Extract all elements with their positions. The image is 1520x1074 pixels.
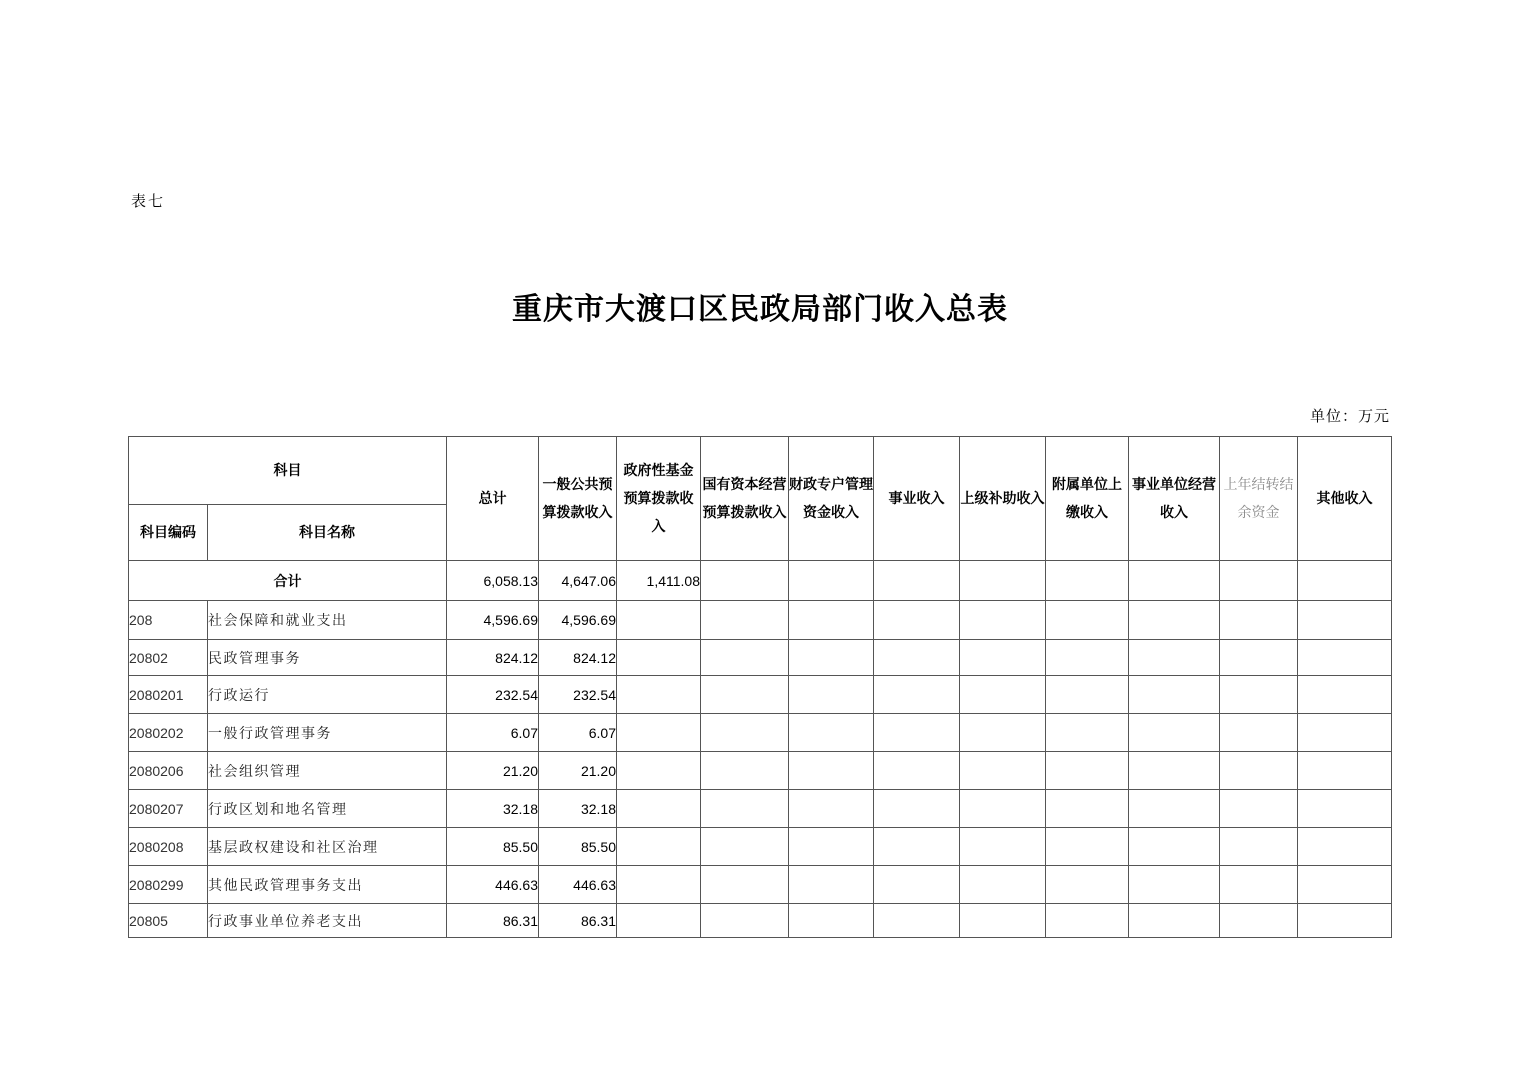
row-gov-fund bbox=[617, 866, 701, 904]
row-total: 446.63 bbox=[447, 866, 539, 904]
row-total: 32.18 bbox=[447, 790, 539, 828]
table-row bbox=[129, 640, 1392, 676]
row-special-fund bbox=[789, 714, 874, 752]
header-operating-income: 事业单位经营收入 bbox=[1129, 437, 1220, 561]
row-name: 基层政权建设和社区治理 bbox=[208, 828, 447, 866]
row-carryover bbox=[1220, 828, 1298, 866]
row-total: 232.54 bbox=[447, 676, 539, 714]
row-operating-income bbox=[1129, 790, 1220, 828]
row-operating-income bbox=[1129, 752, 1220, 790]
row-general-budget: 824.12 bbox=[539, 640, 617, 676]
row-other-income bbox=[1298, 828, 1392, 866]
row-operating-income bbox=[1129, 866, 1220, 904]
table-row bbox=[129, 866, 1392, 904]
table-number: 表七 bbox=[131, 192, 166, 210]
row-affiliated-payment bbox=[1046, 866, 1129, 904]
row-superior-subsidy bbox=[960, 601, 1046, 640]
table-row bbox=[129, 714, 1392, 752]
row-superior-subsidy bbox=[960, 828, 1046, 866]
unit-label: 单位：万元 bbox=[1309, 407, 1390, 425]
row-affiliated-payment bbox=[1046, 714, 1129, 752]
row-other-income bbox=[1298, 640, 1392, 676]
row-code: 2080208 bbox=[129, 828, 208, 866]
row-gov-fund bbox=[617, 828, 701, 866]
row-other-income bbox=[1298, 752, 1392, 790]
row-special-fund bbox=[789, 904, 874, 938]
header-general-budget: 一般公共预算拨款收入 bbox=[539, 437, 617, 561]
row-business-income bbox=[874, 676, 960, 714]
row-superior-subsidy bbox=[960, 752, 1046, 790]
row-special-fund bbox=[789, 752, 874, 790]
row-name: 行政运行 bbox=[208, 676, 447, 714]
row-name: 社会保障和就业支出 bbox=[208, 601, 447, 640]
total-affiliated-payment bbox=[1046, 561, 1129, 601]
row-special-fund bbox=[789, 866, 874, 904]
document-title: 重庆市大渡口区民政局部门收入总表 bbox=[512, 292, 1008, 327]
row-affiliated-payment bbox=[1046, 752, 1129, 790]
row-gov-fund bbox=[617, 752, 701, 790]
row-code: 2080207 bbox=[129, 790, 208, 828]
table-row bbox=[129, 828, 1392, 866]
row-code: 2080202 bbox=[129, 714, 208, 752]
total-state-capital bbox=[701, 561, 789, 601]
header-other-income: 其他收入 bbox=[1298, 437, 1392, 561]
row-general-budget: 232.54 bbox=[539, 676, 617, 714]
row-state-capital bbox=[701, 714, 789, 752]
row-gov-fund bbox=[617, 676, 701, 714]
row-name: 一般行政管理事务 bbox=[208, 714, 447, 752]
row-general-budget: 6.07 bbox=[539, 714, 617, 752]
row-code: 20802 bbox=[129, 640, 208, 676]
row-name: 行政事业单位养老支出 bbox=[208, 904, 447, 938]
row-affiliated-payment bbox=[1046, 904, 1129, 938]
row-state-capital bbox=[701, 904, 789, 938]
row-carryover bbox=[1220, 790, 1298, 828]
total-special-fund bbox=[789, 561, 874, 601]
table-row bbox=[129, 790, 1392, 828]
table-row bbox=[129, 752, 1392, 790]
header-code: 科目编码 bbox=[129, 505, 208, 561]
row-superior-subsidy bbox=[960, 714, 1046, 752]
total-carryover bbox=[1220, 561, 1298, 601]
row-carryover bbox=[1220, 752, 1298, 790]
row-gov-fund bbox=[617, 714, 701, 752]
row-total: 4,596.69 bbox=[447, 601, 539, 640]
row-affiliated-payment bbox=[1046, 828, 1129, 866]
row-gov-fund bbox=[617, 640, 701, 676]
row-total: 21.20 bbox=[447, 752, 539, 790]
row-total: 824.12 bbox=[447, 640, 539, 676]
row-affiliated-payment bbox=[1046, 790, 1129, 828]
row-other-income bbox=[1298, 866, 1392, 904]
table-row bbox=[129, 601, 1392, 640]
total-general-budget: 4,647.06 bbox=[539, 561, 617, 601]
row-name: 其他民政管理事务支出 bbox=[208, 866, 447, 904]
row-name: 民政管理事务 bbox=[208, 640, 447, 676]
total-gov-fund: 1,411.08 bbox=[617, 561, 701, 601]
row-other-income bbox=[1298, 601, 1392, 640]
row-business-income bbox=[874, 904, 960, 938]
row-carryover bbox=[1220, 866, 1298, 904]
row-superior-subsidy bbox=[960, 866, 1046, 904]
row-name: 社会组织管理 bbox=[208, 752, 447, 790]
row-state-capital bbox=[701, 676, 789, 714]
row-general-budget: 446.63 bbox=[539, 866, 617, 904]
row-special-fund bbox=[789, 828, 874, 866]
row-state-capital bbox=[701, 828, 789, 866]
row-gov-fund bbox=[617, 904, 701, 938]
row-code: 20805 bbox=[129, 904, 208, 938]
header-total: 总计 bbox=[447, 437, 539, 561]
row-state-capital bbox=[701, 601, 789, 640]
row-code: 2080206 bbox=[129, 752, 208, 790]
header-state-capital: 国有资本经营预算拨款收入 bbox=[701, 437, 789, 561]
row-business-income bbox=[874, 601, 960, 640]
total-operating-income bbox=[1129, 561, 1220, 601]
row-business-income bbox=[874, 828, 960, 866]
total-total: 6,058.13 bbox=[447, 561, 539, 601]
row-total: 6.07 bbox=[447, 714, 539, 752]
row-general-budget: 21.20 bbox=[539, 752, 617, 790]
row-operating-income bbox=[1129, 904, 1220, 938]
row-affiliated-payment bbox=[1046, 676, 1129, 714]
row-operating-income bbox=[1129, 676, 1220, 714]
row-code: 208 bbox=[129, 601, 208, 640]
row-other-income bbox=[1298, 714, 1392, 752]
row-business-income bbox=[874, 866, 960, 904]
row-general-budget: 4,596.69 bbox=[539, 601, 617, 640]
row-special-fund bbox=[789, 676, 874, 714]
row-general-budget: 85.50 bbox=[539, 828, 617, 866]
row-state-capital bbox=[701, 640, 789, 676]
row-name: 行政区划和地名管理 bbox=[208, 790, 447, 828]
row-business-income bbox=[874, 790, 960, 828]
row-special-fund bbox=[789, 790, 874, 828]
total-business-income bbox=[874, 561, 960, 601]
row-superior-subsidy bbox=[960, 790, 1046, 828]
total-other-income bbox=[1298, 561, 1392, 601]
row-code: 2080299 bbox=[129, 866, 208, 904]
row-carryover bbox=[1220, 601, 1298, 640]
total-label: 合计 bbox=[129, 561, 447, 601]
row-business-income bbox=[874, 714, 960, 752]
header-carryover: 上年结转结余资金 bbox=[1220, 437, 1298, 561]
income-table bbox=[128, 436, 1392, 938]
row-state-capital bbox=[701, 790, 789, 828]
header-special-fund: 财政专户管理资金收入 bbox=[789, 437, 874, 561]
row-state-capital bbox=[701, 866, 789, 904]
row-operating-income bbox=[1129, 828, 1220, 866]
row-total: 86.31 bbox=[447, 904, 539, 938]
row-code: 2080201 bbox=[129, 676, 208, 714]
row-operating-income bbox=[1129, 714, 1220, 752]
row-total: 85.50 bbox=[447, 828, 539, 866]
header-affiliated-payment: 附属单位上缴收入 bbox=[1046, 437, 1129, 561]
row-superior-subsidy bbox=[960, 640, 1046, 676]
total-row bbox=[129, 561, 1392, 601]
table-row bbox=[129, 676, 1392, 714]
header-name: 科目名称 bbox=[208, 505, 447, 561]
header-superior-subsidy: 上级补助收入 bbox=[960, 437, 1046, 561]
row-special-fund bbox=[789, 640, 874, 676]
row-carryover bbox=[1220, 640, 1298, 676]
row-affiliated-payment bbox=[1046, 640, 1129, 676]
row-special-fund bbox=[789, 601, 874, 640]
header-business-income: 事业收入 bbox=[874, 437, 960, 561]
row-state-capital bbox=[701, 752, 789, 790]
row-business-income bbox=[874, 640, 960, 676]
row-superior-subsidy bbox=[960, 904, 1046, 938]
table-row bbox=[129, 904, 1392, 938]
row-business-income bbox=[874, 752, 960, 790]
total-superior-subsidy bbox=[960, 561, 1046, 601]
row-other-income bbox=[1298, 676, 1392, 714]
row-carryover bbox=[1220, 904, 1298, 938]
header-gov-fund: 政府性基金预算拨款收入 bbox=[617, 437, 701, 561]
row-general-budget: 86.31 bbox=[539, 904, 617, 938]
row-operating-income bbox=[1129, 601, 1220, 640]
row-affiliated-payment bbox=[1046, 601, 1129, 640]
row-carryover bbox=[1220, 714, 1298, 752]
row-gov-fund bbox=[617, 601, 701, 640]
header-subject: 科目 bbox=[129, 437, 447, 505]
row-gov-fund bbox=[617, 790, 701, 828]
row-general-budget: 32.18 bbox=[539, 790, 617, 828]
row-operating-income bbox=[1129, 640, 1220, 676]
row-other-income bbox=[1298, 790, 1392, 828]
row-superior-subsidy bbox=[960, 676, 1046, 714]
row-other-income bbox=[1298, 904, 1392, 938]
row-carryover bbox=[1220, 676, 1298, 714]
